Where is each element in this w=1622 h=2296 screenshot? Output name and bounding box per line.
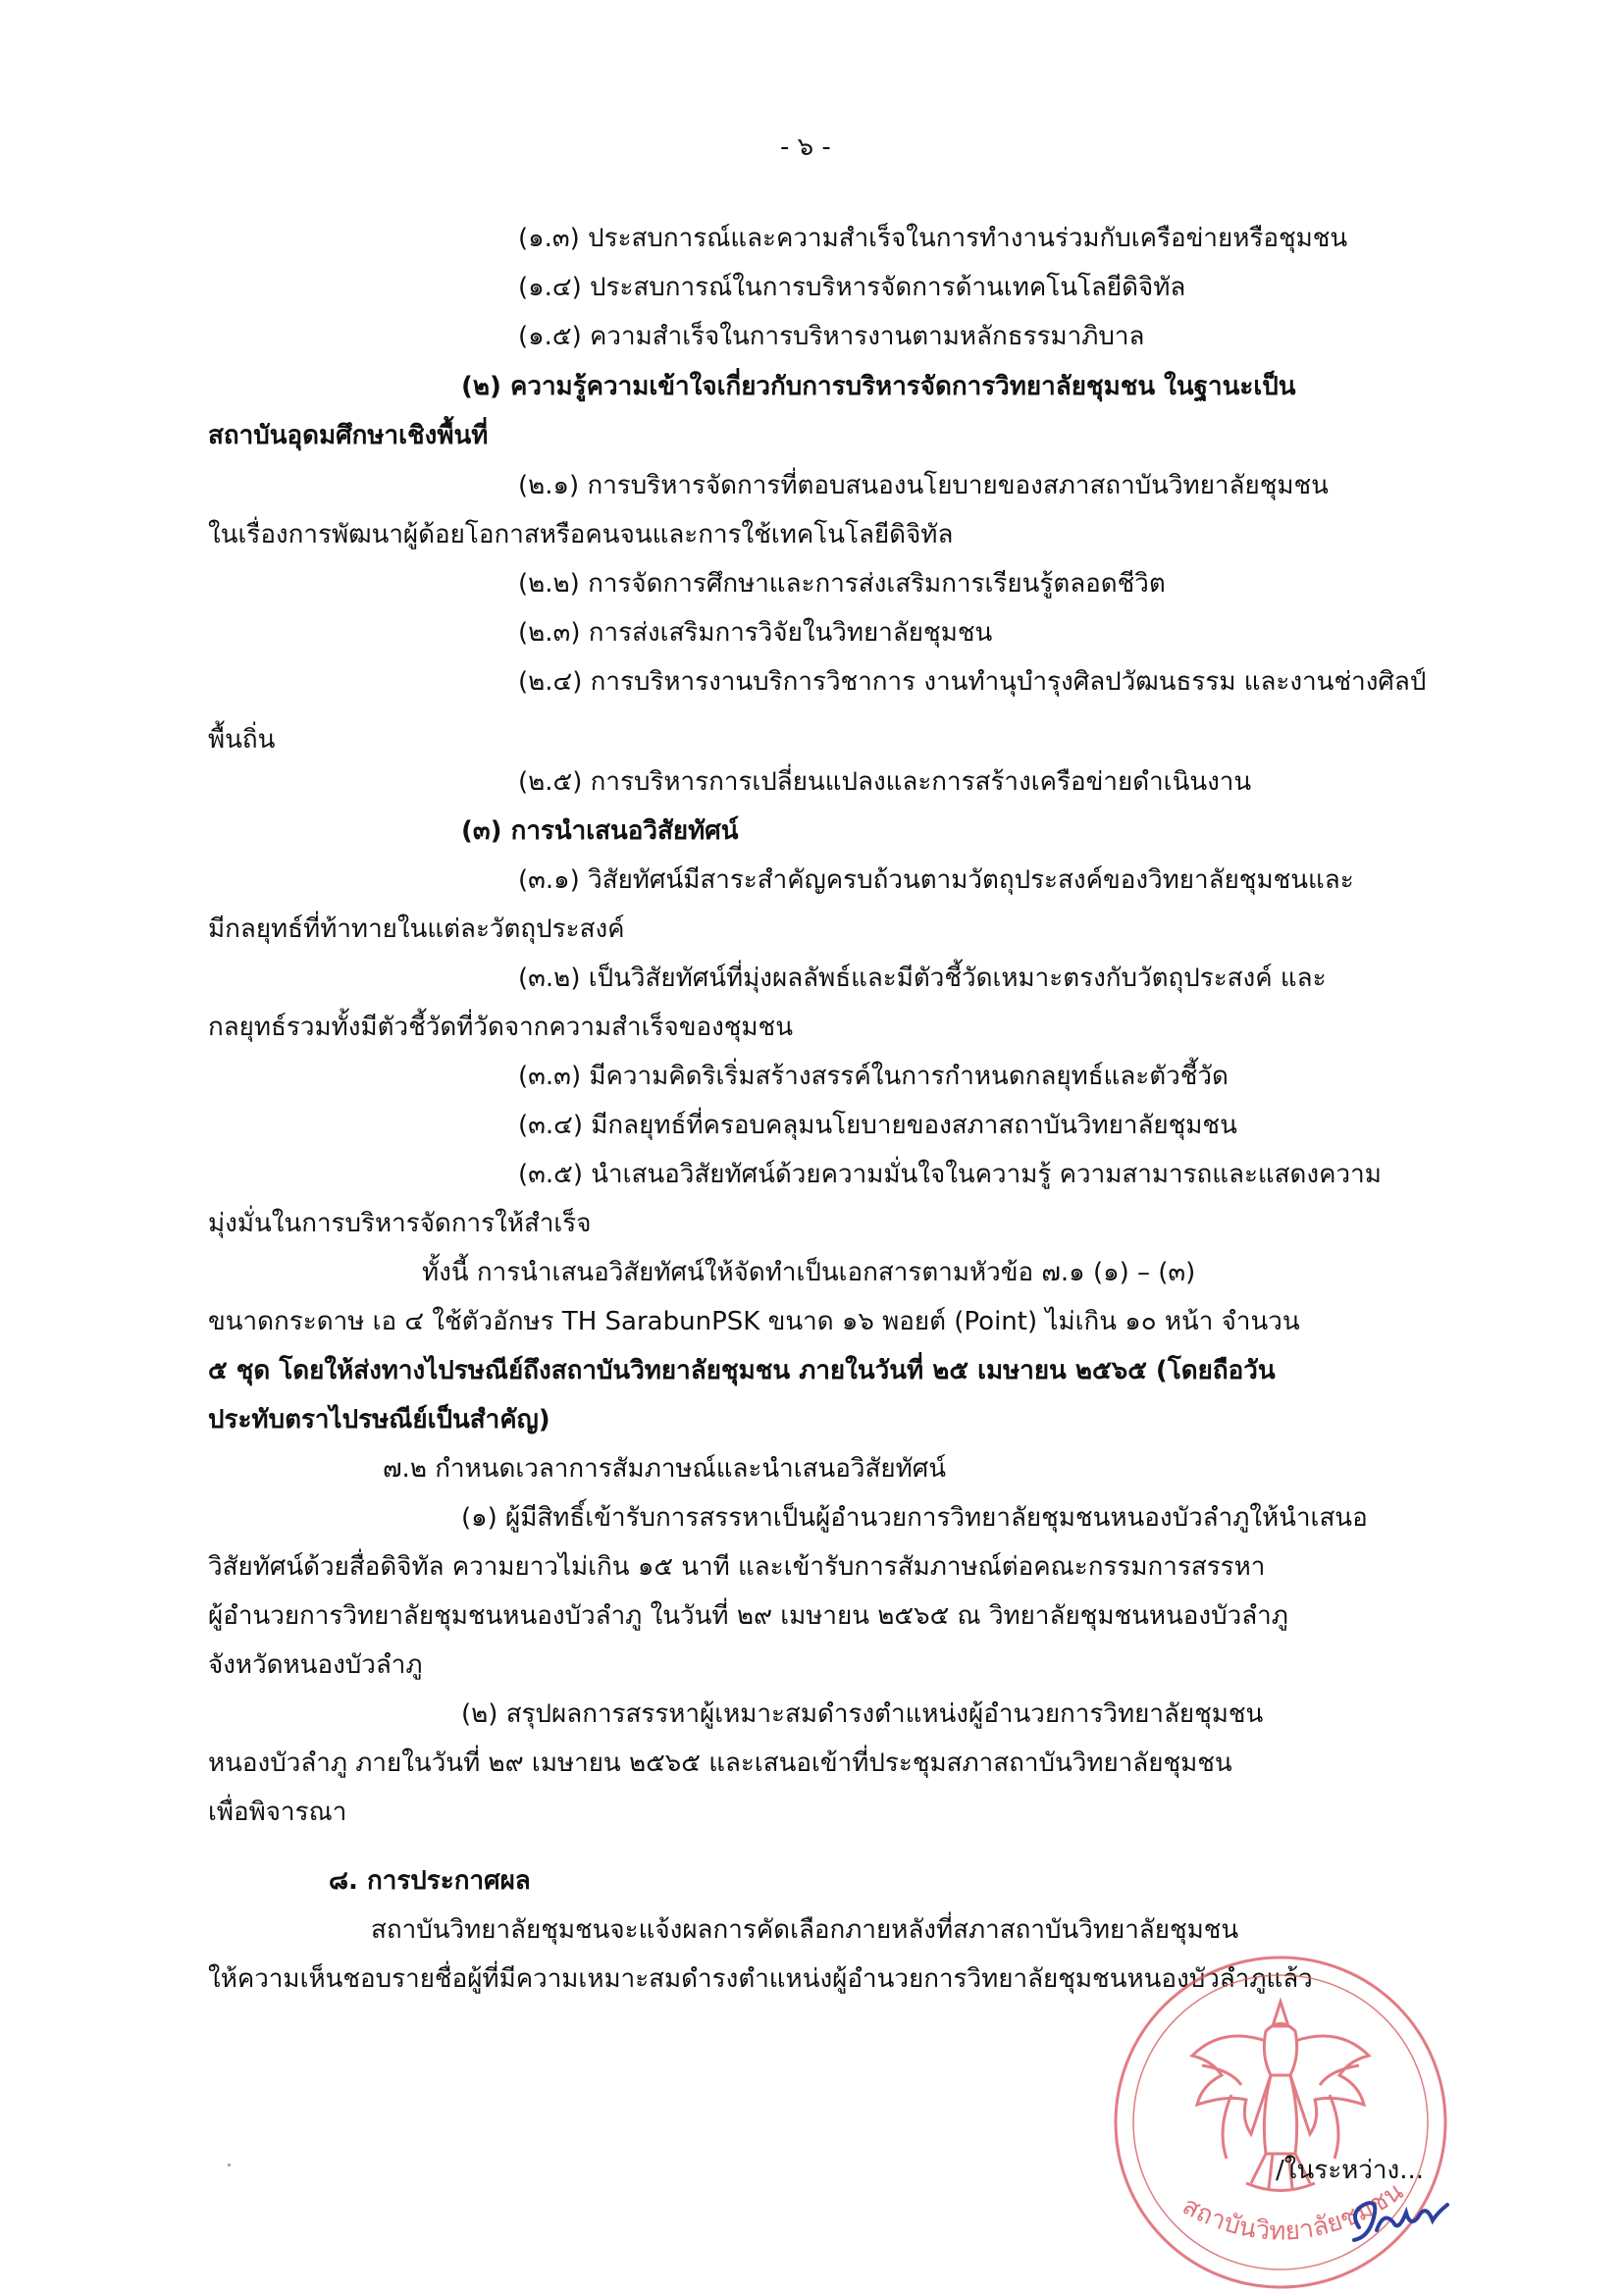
note-paragraph-1: ทั้งนี้ การนำเสนอวิสัยทัศน์ให้จัดทำเป็นเอกสารตามหัวข้อ ๗.๑ (๑) – (๓) (422, 1258, 1196, 1287)
item-1-5: (๑.๕) ความสำเร็จในการบริหารงานตามหลักธรรมาภิบาล (518, 322, 1145, 351)
item-2-4-cont: พื้นถิ่น (208, 725, 276, 755)
heading-2-cont: สถาบันอุดมศึกษาเชิงพื้นที่ (208, 421, 489, 450)
item-7-2-2-cont-b: เพื่อพิจารณา (208, 1798, 347, 1827)
item-3-5-cont: มุ่งมั่นในการบริหารจัดการให้สำเร็จ (208, 1209, 592, 1238)
signature (1339, 2183, 1457, 2252)
seal-text: สถาบันวิทยาลัยชุมชน (1177, 2176, 1409, 2247)
item-7-2-1-cont-c: จังหวัดหนองบัวลำภู (208, 1650, 423, 1680)
continuation-marker: /ในระหว่าง... (1276, 2156, 1424, 2185)
note-paragraph-3: ๕ ชุด โดยให้ส่งทางไปรษณีย์ถึงสถาบันวิทยาลัยชุมชน ภายในวันที่ ๒๕ เมษายน ๒๕๖๕ (โดยถือวัน (208, 1356, 1276, 1385)
item-7-2-2: (๒) สรุปผลการสรรหาผู้เหมาะสมดำรงตำแหน่งผู้อำนวยการวิทยาลัยชุมชน (461, 1699, 1264, 1729)
item-3-5: (๓.๕) นำเสนอวิสัยทัศน์ด้วยความมั่นใจในความรู้ ความสามารถและแสดงความ (518, 1160, 1382, 1189)
page-number: - ๖ - (780, 132, 831, 162)
section-8-text-2: ให้ความเห็นชอบรายชื่อผู้ที่มีความเหมาะสมดำรงตำแหน่งผู้อำนวยการวิทยาลัยชุมชนหนองบัวลำภูแล้ว (208, 1964, 1313, 1994)
section-8-text-1: สถาบันวิทยาลัยชุมชนจะแจ้งผลการคัดเลือกภายหลังที่สภาสถาบันวิทยาลัยชุมชน (371, 1915, 1239, 1945)
item-2-2: (๒.๒) การจัดการศึกษาและการส่งเสริมการเรียนรู้ตลอดชีวิต (518, 569, 1166, 599)
item-3-1: (๓.๑) วิสัยทัศน์มีสาระสำคัญครบถ้วนตามวัตถุประสงค์ของวิทยาลัยชุมชนและ (518, 865, 1354, 895)
section-8-heading: ๘. การประกาศผล (329, 1866, 531, 1896)
item-3-2-cont: กลยุทธ์รวมทั้งมีตัวชี้วัดที่วัดจากความสำเร็จของชุมชน (208, 1013, 793, 1042)
scan-speck (228, 2164, 231, 2166)
item-7-2-1: (๑) ผู้มีสิทธิ์เข้ารับการสรรหาเป็นผู้อำนวยการวิทยาลัยชุมชนหนองบัวลำภูให้นำเสนอ (461, 1503, 1368, 1533)
section-7-2: ๗.๒ กำหนดเวลาการสัมภาษณ์และนำเสนอวิสัยทัศน์ (383, 1454, 946, 1484)
heading-3: (๓) การนำเสนอวิสัยทัศน์ (461, 816, 739, 846)
item-1-4: (๑.๔) ประสบการณ์ในการบริหารจัดการด้านเทคโนโลยีดิจิทัล (518, 273, 1186, 302)
item-2-4: (๒.๔) การบริหารงานบริการวิชาการ งานทำนุบำรุงศิลปวัฒนธรรม และงานช่างศิลป์ (518, 667, 1427, 697)
item-7-2-2-cont-a: หนองบัวลำภู ภายในวันที่ ๒๙ เมษายน ๒๕๖๕ และเสนอเข้าที่ประชุมสภาสถาบันวิทยาลัยชุมชน (208, 1748, 1232, 1778)
item-3-4: (๓.๔) มีกลยุทธ์ที่ครอบคลุมนโยบายของสภาสถาบันวิทยาลัยชุมชน (518, 1111, 1237, 1140)
item-7-2-1-cont-a: วิสัยทัศน์ด้วยสื่อดิจิทัล ความยาวไม่เกิน ๑๕ นาที และเข้ารับการสัมภาษณ์ต่อคณะกรรมการสรรหา (208, 1552, 1266, 1582)
item-2-1-cont: ในเรื่องการพัฒนาผู้ด้อยโอกาสหรือคนจนและการใช้เทคโนโลยีดิจิทัล (208, 520, 954, 549)
item-2-3: (๒.๓) การส่งเสริมการวิจัยในวิทยาลัยชุมชน (518, 618, 993, 648)
item-2-5: (๒.๕) การบริหารการเปลี่ยนแปลงและการสร้างเครือข่ายดำเนินงาน (518, 767, 1252, 797)
item-3-3: (๓.๓) มีความคิดริเริ่มสร้างสรรค์ในการกำหนดกลยุทธ์และตัวชี้วัด (518, 1062, 1229, 1091)
item-3-2: (๓.๒) เป็นวิสัยทัศน์ที่มุ่งผลลัพธ์และมีตัวชี้วัดเหมาะตรงกับวัตถุประสงค์ และ (518, 964, 1327, 993)
note-paragraph-4: ประทับตราไปรษณีย์เป็นสำคัญ) (208, 1405, 550, 1435)
item-2-1: (๒.๑) การบริหารจัดการที่ตอบสนองนโยบายของสภาสถาบันวิทยาลัยชุมชน (518, 471, 1329, 500)
item-7-2-1-cont-b: ผู้อำนวยการวิทยาลัยชุมชนหนองบัวลำภู ในวันที่ ๒๙ เมษายน ๒๕๖๕ ณ วิทยาลัยชุมชนหนองบัวลำภู (208, 1601, 1288, 1631)
item-1-3: (๑.๓) ประสบการณ์และความสำเร็จในการทำงานร่วมกับเครือข่ายหรือชุมชน (518, 224, 1348, 253)
heading-2: (๒) ความรู้ความเข้าใจเกี่ยวกับการบริหารจัดการวิทยาลัยชุมชน ในฐานะเป็น (461, 372, 1296, 401)
note-paragraph-2: ขนาดกระดาษ เอ ๔ ใช้ตัวอักษร TH SarabunPSK ขนาด ๑๖ พอยต์ (Point) ไม่เกิน ๑๐ หน้า จำนวน (208, 1307, 1300, 1336)
item-3-1-cont: มีกลยุทธ์ที่ท้าทายในแต่ละวัตถุประสงค์ (208, 914, 625, 944)
